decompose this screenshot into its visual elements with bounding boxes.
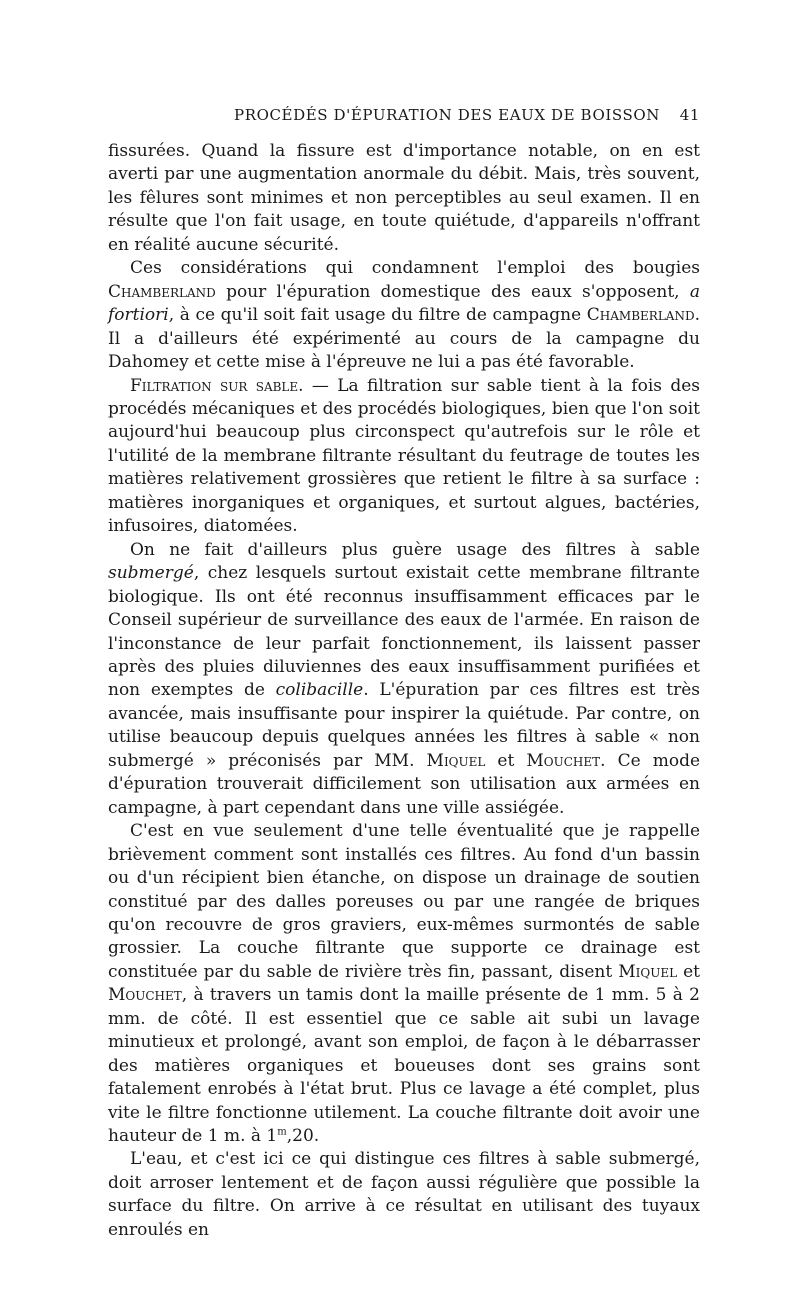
- author-name: Mouchet: [108, 985, 182, 1006]
- running-title: PROCÉDÉS D'ÉPURATION DES EAUX DE BOISSON: [234, 106, 660, 124]
- italic-term: colibacille: [275, 680, 364, 701]
- superscript: m: [277, 1126, 287, 1138]
- author-name: Chamberland: [586, 305, 695, 326]
- running-header: [108, 100, 700, 130]
- paragraph-2: Ces considérations qui condamnent l'emploi des bougies Chamberland pour l'épuration domestique des eaux s'opposent, a fortiori, à ce qu'il soit fait usage du filtre de campagne Chamberland. Il a d'ailleurs été expérimenté au cours de la campagne du Dahomey et cette mise à l'épreuve ne lui a pas été favorable.: [108, 258, 700, 373]
- paragraph-1: fissurées. Quand la fissure est d'importance notable, on en est averti par une augmentation anormale du débit. Mais, très souvent, les fêlures sont minimes et non perceptibles au seul examen. Il en résulte que l'on fait usage, en toute quiétude, d'appareils n'offrant en réalité aucune sécurité.: [108, 141, 700, 255]
- paragraph-4: On ne fait d'ailleurs plus guère usage des filtres à sable submergé, chez lesquels surtout existait cette membrane filtrante biologique. Ils ont été reconnus insuffisamment efficaces par le Conseil supérieur de surveillance des eaux de l'armée. En raison de l'inconstance de leur parfait fonctionnement, ils laissent passer après des pluies diluviennes des eaux insuffisamment purifiées et non exemptes de colibacille. L'épuration par ces filtres est très avancée, mais insuffisante pour inspirer la quiétude. Par contre, on utilise beaucoup depuis quelques années les filtres à sable « non submergé » préconisés par MM. Miquel et Mouchet. Ce mode d'épuration trouverait difficilement son utilisation aux armées en campagne, à part cependant dans une ville assiégée.: [108, 539, 701, 818]
- paragraph-3: Filtration sur sable. — La filtration sur sable tient à la fois des procédés mécaniques et des procédés biologiques, bien que l'on soit aujourd'hui beaucoup plus circonspect qu'autrefois sur le rôle et l'utilité de la membrane filtrante résultant du feutrage de toutes les matières relativement grossières que retient le filtre à sa surface : matières inorganiques et organiques, et surtout algues, bactéries, infusoires, diatomées.: [108, 375, 700, 537]
- page-number: 41: [679, 106, 700, 124]
- paragraph-5: C'est en vue seulement d'une telle éventualité que je rappelle brièvement comment sont installés ces filtres. Au fond d'un bassin ou d'un récipient bien étanche, on dispose un drainage de soutien constitué par des dalles poreuses ou par une rangée de briques qu'on recouvre de gros graviers, eux-mêmes surmontés de sable grossier. La couche filtrante que supporte ce drainage est constituée par du sable de rivière très fin, passant, disent Miquel et Mouchet, à travers un tamis dont la maille présente de 1 mm. 5 à 2 mm. de côté. Il est essentiel que ce sable ait subi un lavage minutieux et prolongé, avant son emploi, de façon à le débarrasser des matières organiques et boueuses dont ses grains sont fatalement enrobés à l'état brut. Plus ce lavage a été complet, plus vite le filtre fonctionne utilement. La couche filtrante doit avoir une hauteur de 1 m. à 1$^m$,20.: [108, 821, 701, 1147]
- author-name: Chamberland: [108, 281, 216, 302]
- page-body: [108, 140, 700, 1242]
- author-name: Mouchet: [526, 750, 601, 771]
- author-name: Miquel: [618, 961, 678, 982]
- author-name: Miquel: [426, 750, 486, 771]
- italic-phrase: a fortiori: [108, 281, 700, 326]
- italic-term: submergé: [108, 563, 194, 584]
- paragraph-6: L'eau, et c'est ici ce qui distingue ces filtres à sable submergé, doit arroser lentement et de façon aussi régulière que possible la surface du filtre. On arrive à ce résultat en utilisant des tuyaux enroulés en: [108, 1149, 700, 1240]
- section-heading: Filtration sur sable.: [130, 375, 304, 396]
